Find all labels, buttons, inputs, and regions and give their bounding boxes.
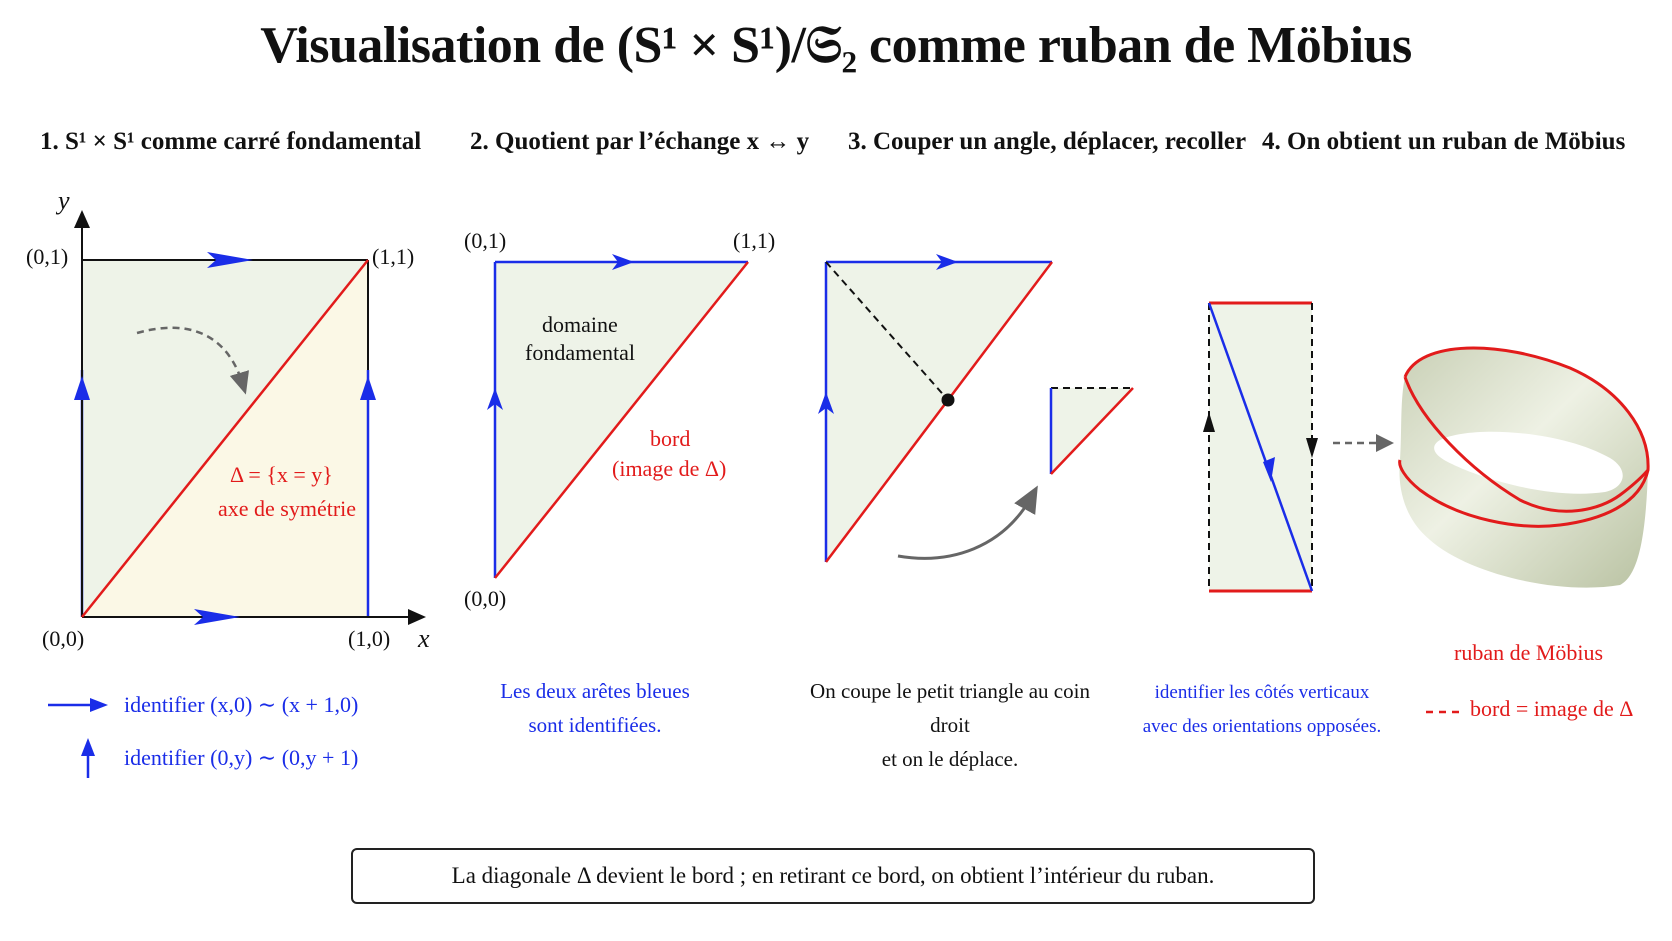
panel4-title: 4. On obtient un ruban de Möbius — [1262, 128, 1626, 155]
panel2-title: 2. Quotient par l’échange x ↔ y — [470, 128, 810, 155]
corner-10-label: (1,0) — [348, 626, 391, 651]
panel3-caption-line2: et on le déplace. — [881, 747, 1019, 771]
axis-y-label: y — [58, 186, 70, 215]
legend-horizontal-text: identifier (x,0) ∼ (x + 1,0) — [124, 692, 359, 717]
panel3-cut — [818, 254, 1133, 562]
panel2-caption-line2: sont identifiées. — [528, 713, 662, 737]
legend-h-arrowhead — [90, 698, 108, 712]
panel4-caption-line2: avec des orientations opposées. — [1142, 716, 1382, 737]
main-title: Visualisation de (S¹ × S¹)/𝔖₂ comme ruban de Möbius — [260, 17, 1412, 74]
footer-box — [351, 848, 1315, 904]
diagonal-sublabel: axe de symétrie — [218, 496, 357, 521]
corner-00-label: (0,0) — [42, 626, 85, 651]
bord-label-1: bord — [650, 426, 691, 451]
panel1-title: 1. S¹ × S¹ comme carré fondamental — [40, 128, 422, 155]
corner-01-label: (0,1) — [26, 244, 69, 269]
panel3-caption — [790, 674, 1110, 776]
panel1-legend-arrows — [48, 698, 108, 778]
panel2-caption-line1: Les deux arêtes bleues — [500, 679, 690, 703]
mobius-legend-text: bord = image de Δ — [1470, 696, 1634, 721]
corner-11-label: (1,1) — [372, 244, 415, 269]
axis-x-label: x — [418, 624, 430, 653]
panel1-square — [74, 218, 418, 625]
panel-rectangle — [1203, 303, 1394, 591]
legend-vertical-text: identifier (0,y) ∼ (0,y + 1) — [124, 745, 359, 770]
panel4-caption — [1130, 676, 1394, 744]
footer-text: La diagonale Δ devient le bord ; en retirant ce bord, on obtient l’intérieur du ruban. — [451, 863, 1215, 888]
move-curved-arrow — [898, 496, 1032, 558]
bord-label-2: (image de Δ) — [612, 456, 727, 481]
p2-corner-00-label: (0,0) — [464, 586, 507, 611]
mobius-label: ruban de Möbius — [1454, 640, 1604, 665]
domain-label-2: fondamental — [525, 340, 635, 365]
p3-cut-point — [942, 394, 955, 407]
panel2-triangle — [487, 254, 748, 578]
legend-v-arrowhead — [81, 738, 95, 756]
panel4-caption-line1: identifier les côtés verticaux — [1154, 682, 1370, 703]
panel3-title: 3. Couper un angle, déplacer, recoller — [848, 128, 1247, 155]
domain-label-1: domaine — [542, 312, 618, 337]
p2-corner-11-label: (1,1) — [733, 228, 776, 253]
panel3-caption-line1: On coupe le petit triangle au coin droit — [810, 679, 1090, 737]
diagonal-label: Δ = {x = y} — [230, 462, 333, 487]
to-mobius-arrowhead — [1376, 434, 1394, 452]
panel2-caption — [470, 674, 720, 742]
p2-corner-01-label: (0,1) — [464, 228, 507, 253]
